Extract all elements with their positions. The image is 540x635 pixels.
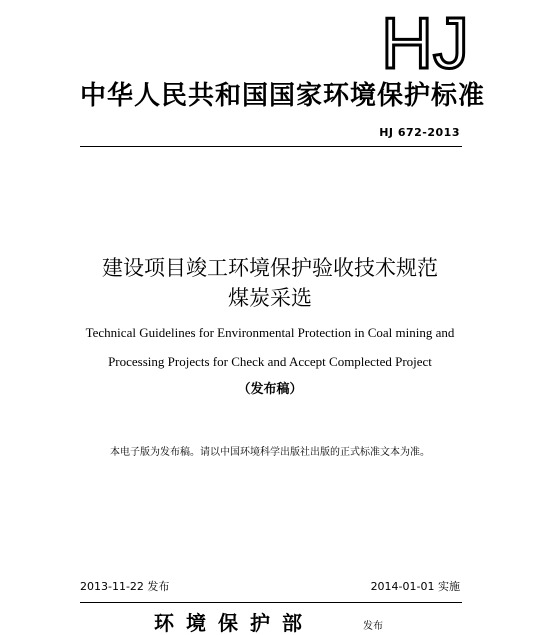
draft-label: （发布稿） <box>237 382 303 397</box>
hj-logo-text: HJ <box>381 6 469 76</box>
electronic-version-notice: 本电子版为发布稿。请以中国环境科学出版社出版的正式标准文本为准。 <box>110 447 430 458</box>
header-divider <box>80 146 462 147</box>
issuing-authority: 环境保护部 <box>154 611 314 635</box>
implementation-date: 2014-01-01 实施 <box>370 580 460 593</box>
english-title-line-1: Technical Guidelines for Environmental Protection in Coal mining and <box>85 325 455 340</box>
footer-divider <box>80 602 462 603</box>
document-subtitle: 煤炭采选 <box>228 286 312 310</box>
document-title: 建设项目竣工环境保护验收技术规范 <box>102 256 438 280</box>
standard-number: HJ 672-2013 <box>379 126 460 139</box>
issue-date: 2013-11-22 发布 <box>80 580 170 593</box>
english-title-line-2: Processing Projects for Check and Accept Complected Project <box>108 354 432 369</box>
issue-label: 发布 <box>363 621 383 632</box>
hj-logo <box>370 6 480 76</box>
organization-title: 中华人民共和国国家环境保护标准 <box>80 81 486 111</box>
